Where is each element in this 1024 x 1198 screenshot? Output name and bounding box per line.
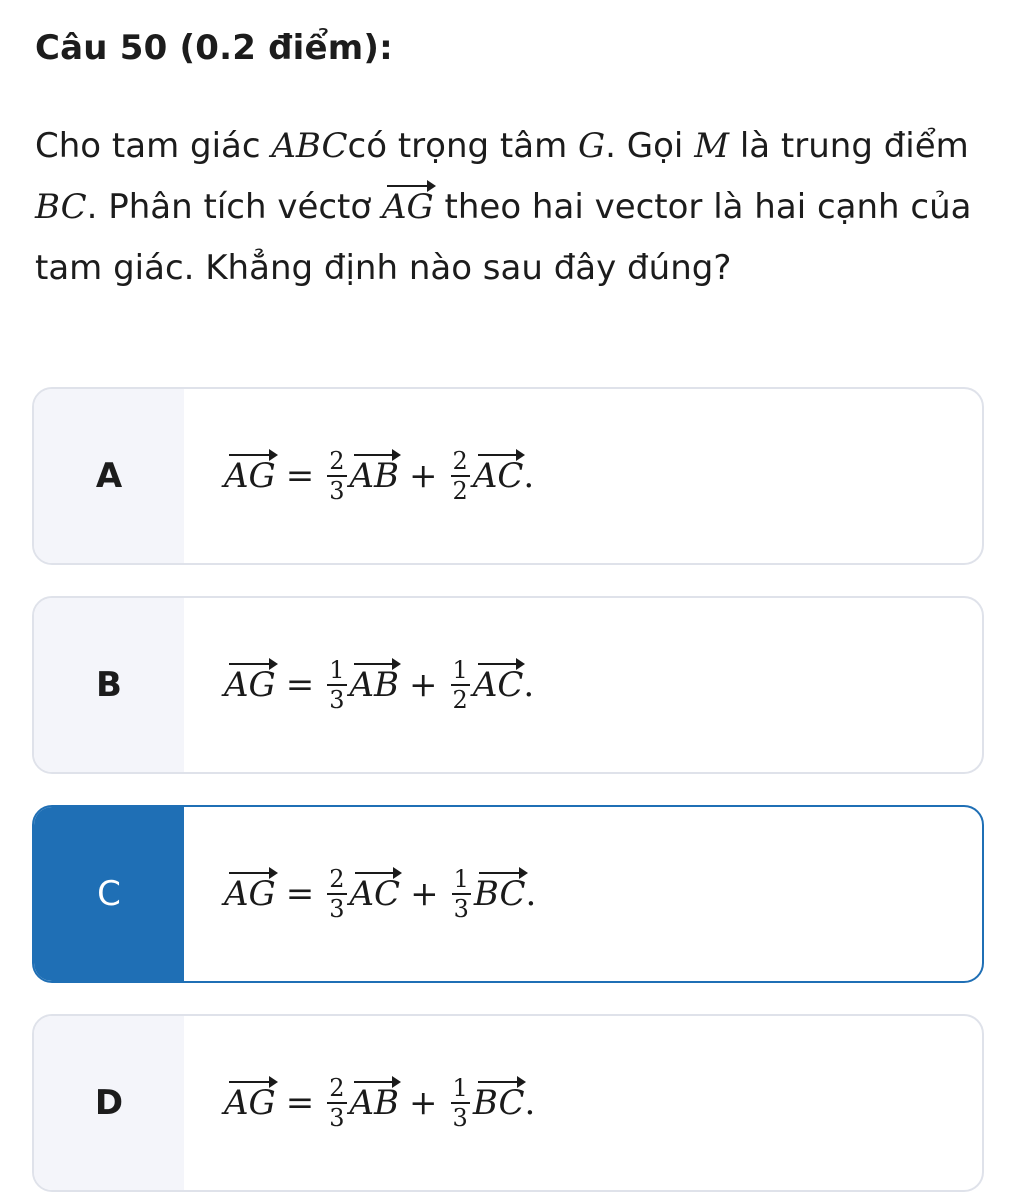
math-point-m: M [694,126,730,166]
question-text-part: Cho tam giác [35,126,272,166]
fraction-numerator: 1 [329,656,345,684]
vector-term-1: AC [349,874,401,914]
option-formula [224,1076,535,1130]
fraction-numerator: 1 [453,865,469,893]
vector-lhs: AG [224,874,276,914]
answer-option-b[interactable] [32,596,984,774]
fraction-denominator: 2 [452,686,468,714]
fraction-denominator: 3 [452,1104,468,1132]
vector-term-1: AB [349,665,400,705]
option-letter: A [34,389,184,563]
math-segment-bc: BC [35,187,87,227]
vector-lhs: AG [224,665,276,705]
question-text-part: là trung điểm [729,126,969,166]
plus-sign: + [410,874,439,914]
fraction-denominator: 3 [329,895,345,923]
vector-term-2: AC [472,456,524,496]
fraction-numerator: 2 [329,447,345,475]
fraction-numerator: 2 [329,1074,345,1102]
question-text-part: có trọng tâm [347,126,578,166]
fraction-numerator: 2 [452,447,468,475]
vector-term-2: BC [473,874,526,914]
question-text [35,116,985,299]
fraction-coefficient-2 [451,1076,470,1130]
period: . [525,874,537,914]
option-formula [224,867,536,921]
answer-option-c[interactable] [32,805,984,983]
vector-lhs: AG [224,456,276,496]
fraction-coefficient-2 [452,867,471,921]
vector-term-1: AB [349,1083,400,1123]
question-text-part: . Phân tích véctơ [86,187,382,227]
math-triangle-abc: ABC [271,126,348,166]
option-formula [224,449,534,503]
plus-sign: + [409,1083,438,1123]
fraction-denominator: 3 [453,895,469,923]
fraction-coefficient-1 [327,658,346,712]
fraction-coefficient-1 [327,1076,346,1130]
fraction-numerator: 1 [452,1074,468,1102]
question-title: Câu 50 (0.2 điểm): [35,28,393,68]
option-formula [224,658,534,712]
fraction-denominator: 3 [329,1104,345,1132]
fraction-denominator: 3 [329,477,345,505]
fraction-coefficient-1 [327,867,346,921]
equals-sign: = [285,456,315,496]
plus-sign: + [409,456,438,496]
math-point-g: G [578,126,606,166]
option-letter: D [34,1016,184,1190]
fraction-coefficient-2 [451,658,470,712]
period: . [524,1083,536,1123]
question-text-part: theo hai vector là hai cạnh của tam giác. Khẳng định nào sau đây đúng? [35,187,972,288]
fraction-numerator: 2 [329,865,345,893]
equals-sign: = [285,665,315,705]
equals-sign: = [285,874,315,914]
vector-term-1: AB [349,456,400,496]
fraction-numerator: 1 [452,656,468,684]
question-text-part: . Gọi [605,126,695,166]
fraction-coefficient-2 [451,449,470,503]
answer-option-a[interactable] [32,387,984,565]
period: . [523,456,535,496]
answer-option-d[interactable] [32,1014,984,1192]
math-vector-ag: AG [382,187,434,227]
period: . [523,665,535,705]
fraction-denominator: 3 [329,686,345,714]
equals-sign: = [285,1083,315,1123]
vector-lhs: AG [224,1083,276,1123]
fraction-coefficient-1 [327,449,346,503]
plus-sign: + [409,665,438,705]
option-letter: B [34,598,184,772]
option-letter: C [34,807,184,981]
vector-term-2: AC [472,665,524,705]
fraction-denominator: 2 [452,477,468,505]
vector-term-2: BC [472,1083,525,1123]
